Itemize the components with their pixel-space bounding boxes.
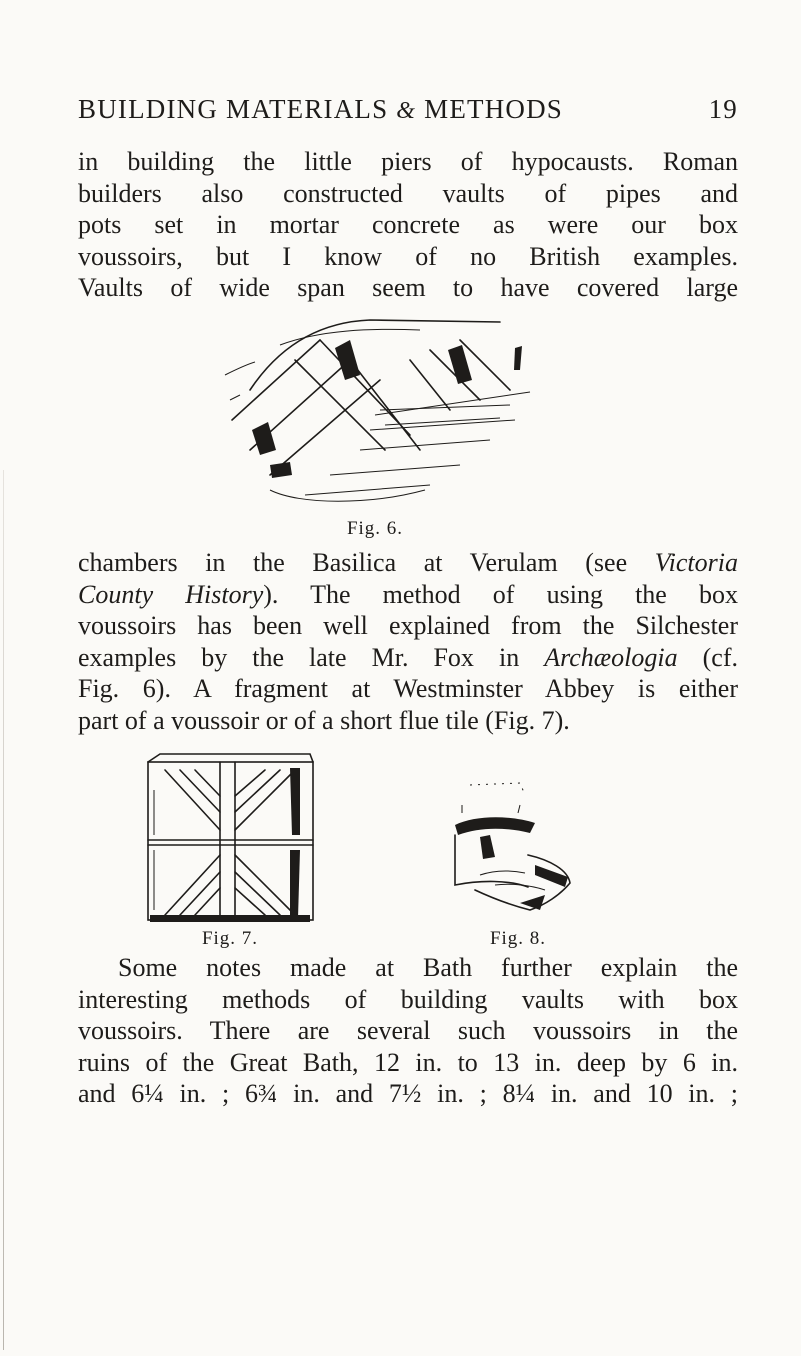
- figure-7-caption: Fig. 7.: [201, 928, 259, 949]
- running-head: [78, 94, 738, 125]
- italic-title: County History: [78, 579, 264, 609]
- text-line: [78, 579, 738, 611]
- text-line: part of a voussoir or of a short flue tile (Fig. 7).: [78, 705, 570, 735]
- text-line: voussoirs has been well explained from the Silchester: [78, 611, 738, 640]
- text-line: ruins of the Great Bath, 12 in. to 13 in. deep by 6 in.: [78, 1047, 738, 1077]
- text-segment: ). The method of using the box: [263, 579, 738, 609]
- figure-7-illustration: [140, 750, 320, 925]
- header-ampersand: &: [396, 98, 417, 124]
- italic-title: Archæologia: [544, 642, 678, 672]
- text-line: Vaults of wide span seem to have covered large: [78, 273, 738, 302]
- text-segment: examples by the late Mr. Fox in: [78, 642, 545, 672]
- text-line: builders also constructed vaults of pipes and: [78, 178, 738, 208]
- text-line: pots set in mortar concrete as were our box: [78, 210, 738, 239]
- text-line: interesting methods of building vaults with box: [78, 984, 738, 1014]
- header-title-part2: METHODS: [416, 94, 564, 124]
- figure-8-illustration: [450, 765, 580, 925]
- italic-title: Victoria: [654, 548, 738, 577]
- figure-8-caption: Fig. 8.: [489, 928, 547, 949]
- paragraph-3: [78, 952, 738, 1110]
- text-line: [78, 547, 738, 579]
- text-segment: chambers in the Basilica at Verulam (see: [78, 548, 655, 577]
- figure-6-caption: Fig. 6.: [346, 518, 404, 539]
- figure-6-illustration: [210, 300, 540, 515]
- text-line: in building the little piers of hypocausts. Roman: [78, 147, 738, 176]
- paragraph-2: [78, 547, 738, 736]
- header-title-part1: BUILDING MATERIALS: [78, 94, 397, 124]
- text-line: and 6¼ in. ; 6¾ in. and 7½ in. ; 8¼ in. and 10 in. ;: [78, 1079, 738, 1108]
- text-line: [78, 642, 738, 674]
- text-line: Some notes made at Bath further explain the: [118, 953, 738, 982]
- page-edge-shadow: [3, 470, 4, 1350]
- text-line: Fig. 6). A fragment at Westminster Abbey is either: [78, 674, 738, 703]
- text-segment: (cf.: [677, 642, 738, 672]
- paragraph-1: [78, 146, 738, 304]
- text-line: voussoirs. There are several such voussoirs in the: [78, 1016, 738, 1045]
- page-number: 19: [708, 94, 738, 124]
- text-line: voussoirs, but I know of no British examples.: [78, 241, 738, 271]
